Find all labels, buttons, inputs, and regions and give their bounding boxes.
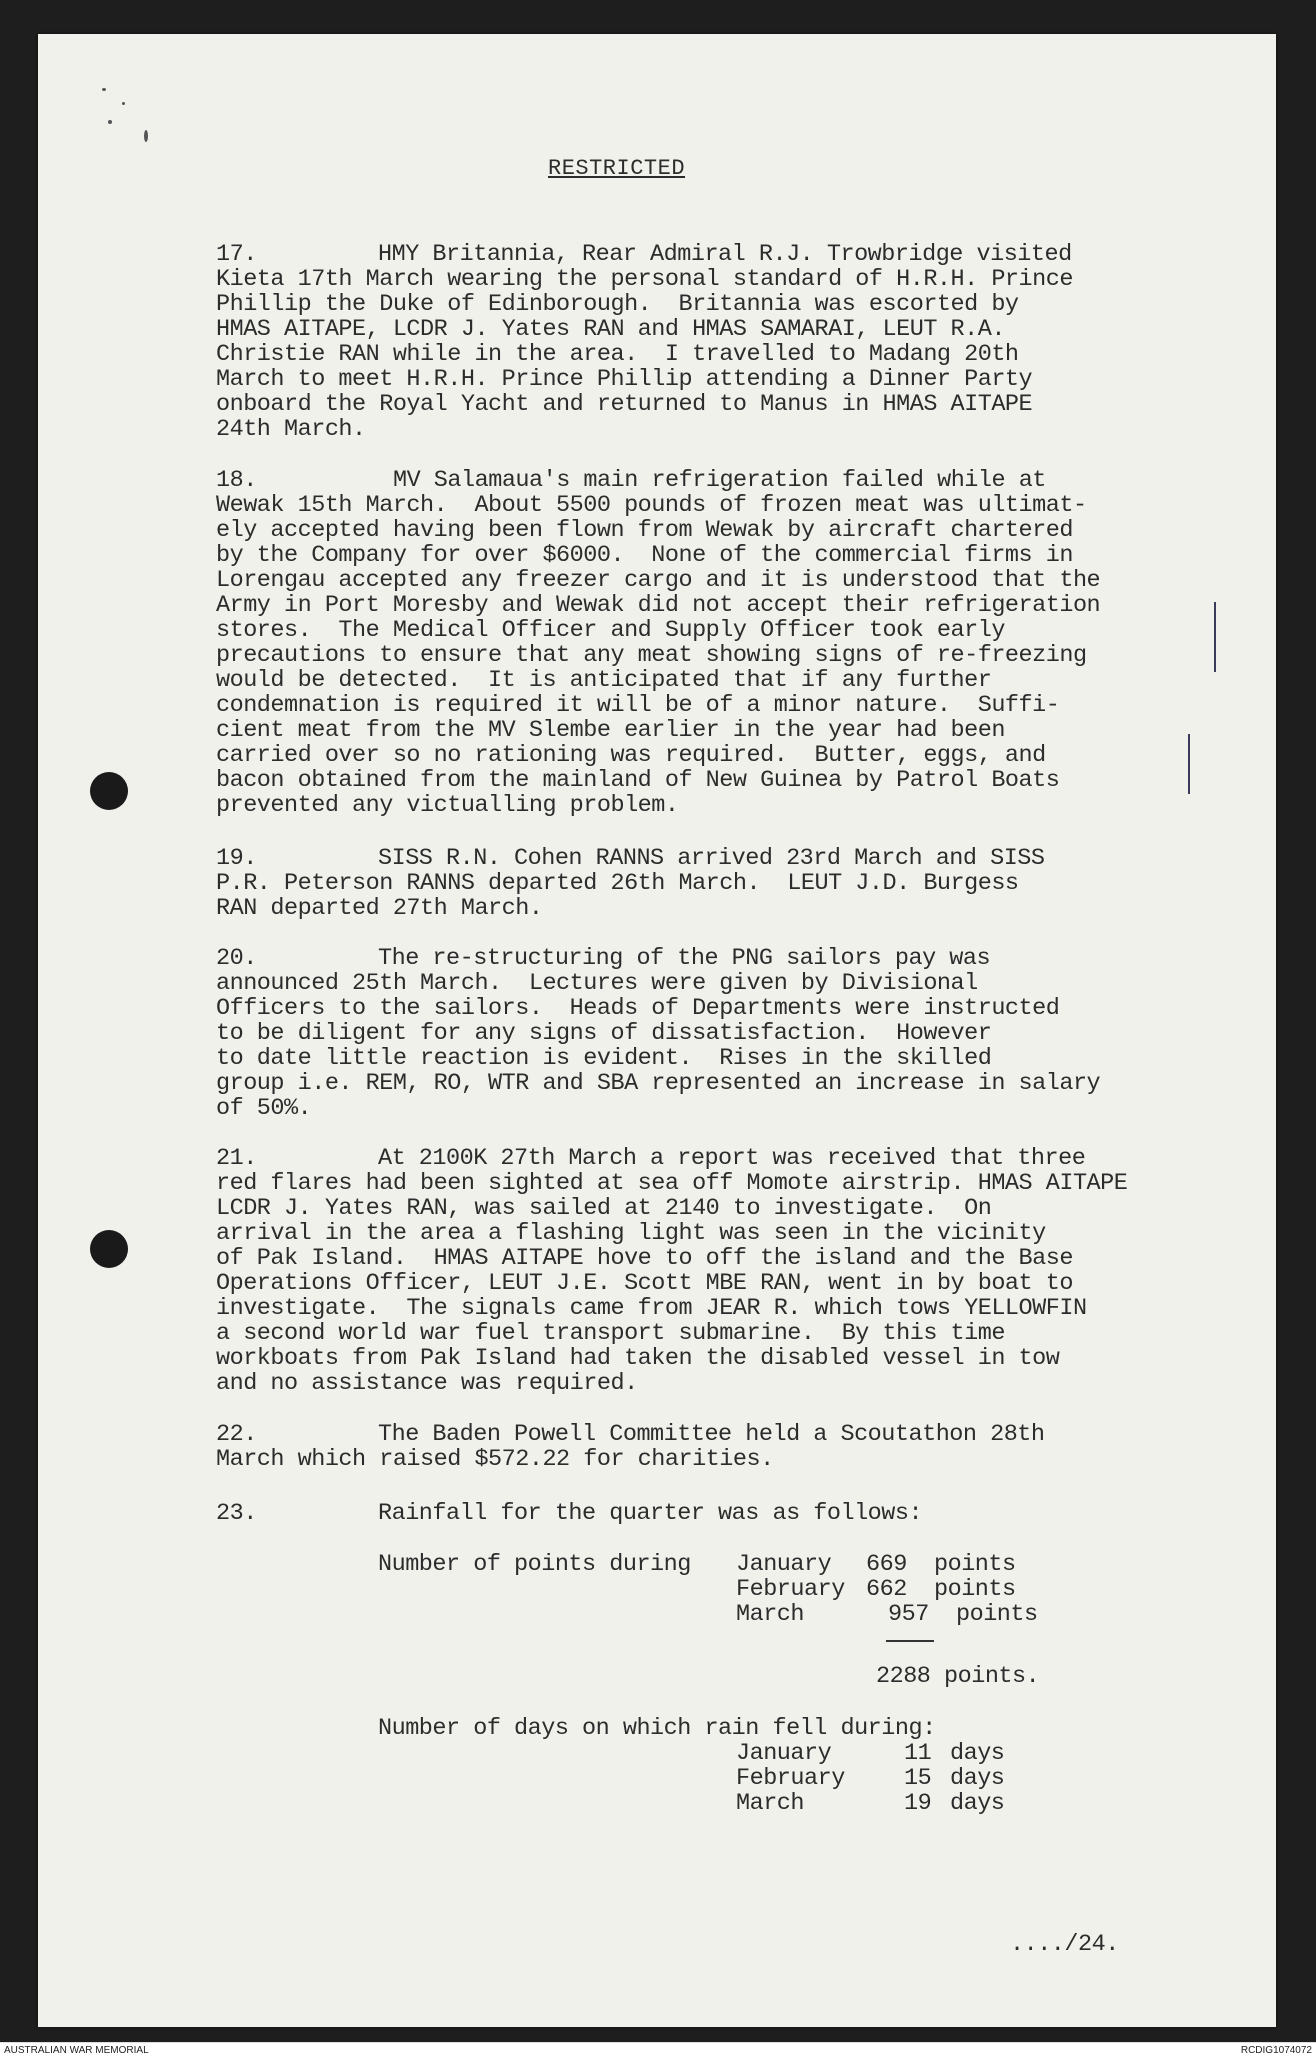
paragraph-line: by the Company for over $6000. None of the commercial firms in xyxy=(216,542,1073,569)
days-unit: days xyxy=(950,1790,1005,1817)
paragraph-line: stores. The Medical Officer and Supply Officer took early xyxy=(216,617,1005,644)
paragraph-line: arrival in the area a flashing light was seen in the vicinity xyxy=(216,1220,1046,1247)
footer-source-label: AUSTRALIAN WAR MEMORIAL xyxy=(4,2045,149,2056)
paragraph-line: March to meet H.R.H. Prince Phillip attending a Dinner Party xyxy=(216,366,1033,393)
points-value: 662 xyxy=(866,1576,907,1603)
days-month: January xyxy=(736,1740,832,1767)
punch-hole-upper xyxy=(90,772,128,810)
paragraph-line: At 2100K 27th March a report was received that three xyxy=(378,1145,1086,1172)
paragraph-line: RAN departed 27th March. xyxy=(216,895,543,922)
paragraph-line: bacon obtained from the mainland of New Guinea by Patrol Boats xyxy=(216,767,1060,794)
days-value: 19 xyxy=(904,1790,932,1817)
paragraph-line: onboard the Royal Yacht and returned to Manus in HMAS AITAPE xyxy=(216,391,1033,418)
margin-mark xyxy=(1214,602,1216,672)
paragraph-number: 21. xyxy=(216,1145,257,1172)
days-value: 11 xyxy=(904,1740,932,1767)
punch-hole-lower xyxy=(90,1230,128,1268)
points-value: 957 xyxy=(888,1601,929,1628)
paragraph-number: 23. xyxy=(216,1500,257,1527)
paragraph-line: workboats from Pak Island had taken the disabled vessel in tow xyxy=(216,1345,1060,1372)
points-month: March xyxy=(736,1601,805,1628)
continuation-marker: ..../24. xyxy=(1010,1931,1119,1958)
margin-mark xyxy=(1188,734,1190,794)
paragraph-number: 17. xyxy=(216,241,257,268)
paragraph-line: P.R. Peterson RANNS departed 26th March. LEUT J.D. Burgess xyxy=(216,870,1019,897)
paragraph-number: 22. xyxy=(216,1421,257,1448)
paper-mark xyxy=(108,120,112,124)
paragraph-line: The re-structuring of the PNG sailors pay was xyxy=(378,945,991,972)
paragraph-line: Officers to the sailors. Heads of Departments were instructed xyxy=(216,995,1060,1022)
archive-footer xyxy=(0,2042,1316,2062)
days-month: February xyxy=(736,1765,845,1792)
points-unit: points xyxy=(956,1601,1038,1628)
paragraph-line: HMY Britannia, Rear Admiral R.J. Trowbridge visited xyxy=(378,241,1072,268)
paragraph-line: LCDR J. Yates RAN, was sailed at 2140 to investigate. On xyxy=(216,1195,992,1222)
paragraph-line: Christie RAN while in the area. I travelled to Madang 20th xyxy=(216,341,1019,368)
footer-record-id: RCDIG1074072 xyxy=(1240,2045,1312,2056)
paragraph-line: investigate. The signals came from JEAR R. which tows YELLOWFIN xyxy=(216,1295,1087,1322)
paragraph-line: would be detected. It is anticipated that if any further xyxy=(216,667,992,694)
paragraph-line: SISS R.N. Cohen RANNS arrived 23rd March and SISS xyxy=(378,845,1045,872)
paragraph-line: announced 25th March. Lectures were given by Divisional xyxy=(216,970,978,997)
paper-mark xyxy=(102,88,106,91)
points-month: January xyxy=(736,1551,832,1578)
days-intro: Number of days on which rain fell during: xyxy=(378,1715,936,1742)
document-page xyxy=(38,34,1276,2027)
paragraph-line: Wewak 15th March. About 5500 pounds of frozen meat was ultimat- xyxy=(216,492,1087,519)
days-month: March xyxy=(736,1790,805,1817)
days-value: 15 xyxy=(904,1765,932,1792)
points-total: 2288 points. xyxy=(876,1663,1040,1690)
paper-mark xyxy=(122,102,125,105)
paragraph-line: group i.e. REM, RO, WTR and SBA represented an increase in salary xyxy=(216,1070,1101,1097)
paragraph-line: 24th March. xyxy=(216,416,366,443)
paragraph-line: Lorengau accepted any freezer cargo and it is understood that the xyxy=(216,567,1101,594)
points-unit: points xyxy=(934,1576,1016,1603)
paragraph-line: March which raised $572.22 for charities. xyxy=(216,1446,774,1473)
paragraph-line: condemnation is required it will be of a minor nature. Suffi- xyxy=(216,692,1060,719)
paragraph-line: ely accepted having been flown from Wewak by aircraft chartered xyxy=(216,517,1073,544)
paragraph-line: of 50%. xyxy=(216,1095,312,1122)
paragraph-line: MV Salamaua's main refrigeration failed while at xyxy=(393,467,1046,494)
points-month: February xyxy=(736,1576,845,1603)
paragraph-line: to be diligent for any signs of dissatisfaction. However xyxy=(216,1020,992,1047)
paragraph-number: 20. xyxy=(216,945,257,972)
points-unit: points xyxy=(934,1551,1016,1578)
paragraph-line: Army in Port Moresby and Wewak did not accept their refrigeration xyxy=(216,592,1101,619)
paragraph-line: and no assistance was required. xyxy=(216,1370,638,1397)
paragraph-line: of Pak Island. HMAS AITAPE hove to off the island and the Base xyxy=(216,1245,1073,1272)
points-value: 669 xyxy=(866,1551,907,1578)
paragraph-line: carried over so no rationing was required. Butter, eggs, and xyxy=(216,742,1046,769)
paragraph-line: Rainfall for the quarter was as follows: xyxy=(378,1500,923,1527)
points-intro: Number of points during xyxy=(378,1551,691,1578)
paragraph-line: The Baden Powell Committee held a Scoutathon 28th xyxy=(378,1421,1045,1448)
paragraph-line: cient meat from the MV Slembe earlier in the year had been xyxy=(216,717,1005,744)
sum-rule xyxy=(886,1640,934,1642)
paragraph-line: HMAS AITAPE, LCDR J. Yates RAN and HMAS SAMARAI, LEUT R.A. xyxy=(216,316,1005,343)
days-unit: days xyxy=(950,1740,1005,1767)
paragraph-line: prevented any victualling problem. xyxy=(216,792,679,819)
paragraph-line: red flares had been sighted at sea off Momote airstrip. HMAS AITAPE xyxy=(216,1170,1128,1197)
paragraph-number: 18. xyxy=(216,467,257,494)
paragraph-line: to date little reaction is evident. Rises in the skilled xyxy=(216,1045,992,1072)
paragraph-line: Phillip the Duke of Edinborough. Britannia was escorted by xyxy=(216,291,1019,318)
paragraph-line: Operations Officer, LEUT J.E. Scott MBE RAN, went in by boat to xyxy=(216,1270,1073,1297)
paragraph-line: Kieta 17th March wearing the personal standard of H.R.H. Prince xyxy=(216,266,1073,293)
heading-restricted: RESTRICTED xyxy=(548,156,686,181)
paragraph-number: 19. xyxy=(216,845,257,872)
days-unit: days xyxy=(950,1765,1005,1792)
paragraph-line: precautions to ensure that any meat showing signs of re-freezing xyxy=(216,642,1087,669)
paragraph-line: a second world war fuel transport submarine. By this time xyxy=(216,1320,1005,1347)
paper-mark xyxy=(144,130,148,142)
